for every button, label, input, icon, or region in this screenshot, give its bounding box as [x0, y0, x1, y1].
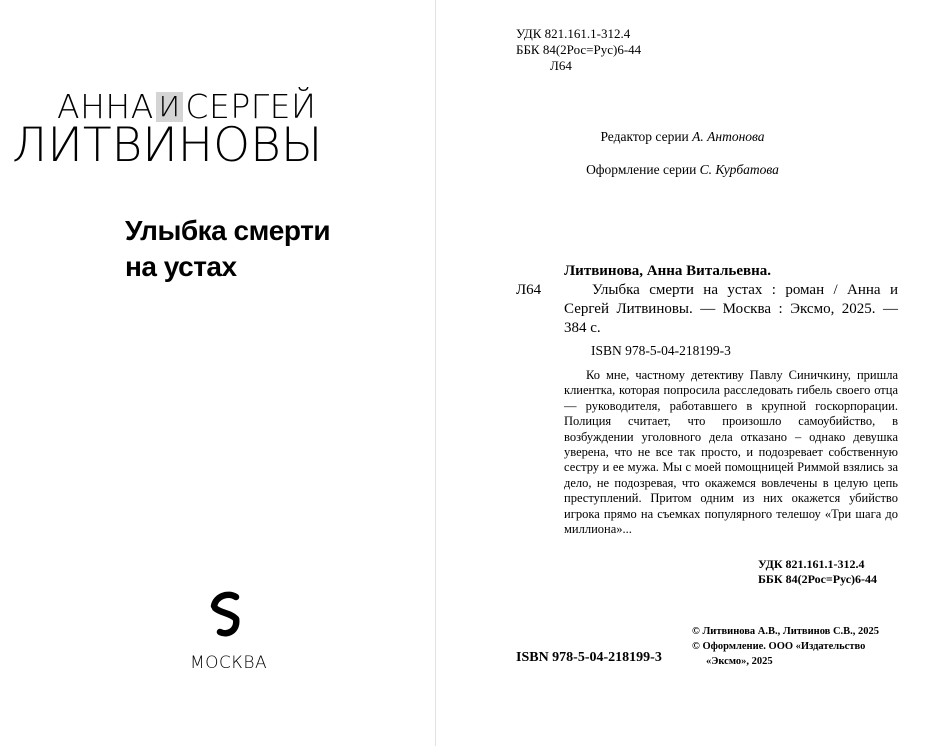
- eksmo-logo-icon: [207, 591, 247, 639]
- cutter-code: Л64: [550, 58, 572, 73]
- series-editor-credit: [436, 129, 929, 145]
- annotation-classification-codes: [758, 557, 877, 587]
- udk-code-bottom: УДК 821.161.1-312.4: [758, 557, 865, 571]
- bibliographic-author: Литвинова, Анна Витальевна.: [564, 263, 771, 279]
- book-annotation: Ко мне, частному детективу Павлу Синичкину, пришла клиентка, которая попросила расследовать гибель своего отца — руководителя, работавшего в крупной госкорпорации. Полиция считает, что произошло самоубийство, в возбуждении уголовного дела отказано – однако девушка уверена, что не все так просто, и подозревает собственную сестру и ее мужа. Мы с моей помощницей Риммой взялись за дело, не подозревая, что окажемся вовлечены в целую цепь преступлений. Притом одним из них окажется убийство игрока прямо на съемках популярного телешоу «Три шага до миллиона»...: [564, 368, 898, 537]
- bibliographic-cutter-code: Л64: [516, 282, 542, 298]
- copyright-line-publisher: «Эксмо», 2025: [706, 656, 773, 667]
- bbk-code: ББК 84(2Рос=Рус)6-44: [516, 42, 642, 57]
- copyright-line-authors: © Литвинова А.В., Литвинов С.В., 2025: [692, 626, 880, 637]
- bbk-code-bottom: ББК 84(2Рос=Рус)6-44: [758, 572, 878, 586]
- right-page: [436, 0, 929, 746]
- bibliographic-isbn: ISBN 978-5-04-218199-3: [591, 343, 731, 358]
- copyright-line-design: © Оформление. ООО «Издательство: [692, 641, 866, 652]
- series-editor-name: А. Антонова: [692, 129, 765, 144]
- authors-surname: ЛИТВИНОВЫ: [12, 118, 323, 173]
- book-title-line-2: на устах: [125, 251, 237, 282]
- series-design-label: Оформление серии: [586, 162, 697, 177]
- book-title-line-1: Улыбка смерти: [125, 215, 331, 246]
- udk-code: УДК 821.161.1-312.4: [516, 26, 631, 41]
- authors-conjunction: И: [156, 92, 184, 122]
- publisher-city: МОСКВА: [190, 653, 268, 673]
- isbn-bottom: ISBN 978-5-04-218199-3: [516, 650, 662, 665]
- series-editor-label: Редактор серии: [600, 129, 689, 144]
- author-first-name-anna: АННА: [57, 87, 154, 126]
- copyright-notice: [692, 624, 879, 669]
- book-title: [125, 213, 330, 285]
- author-first-name-sergey: СЕРГЕЙ: [185, 87, 317, 126]
- series-design-credit: [436, 162, 929, 178]
- header-classification-codes: [516, 26, 641, 74]
- bibliographic-description: Улыбка смерти на устах : роман / Анна и Сергей Литвиновы. — Москва : Эксмо, 2025. — 384 с.: [564, 282, 898, 336]
- series-designer-name: С. Курбатова: [699, 162, 779, 177]
- left-page: [0, 0, 435, 746]
